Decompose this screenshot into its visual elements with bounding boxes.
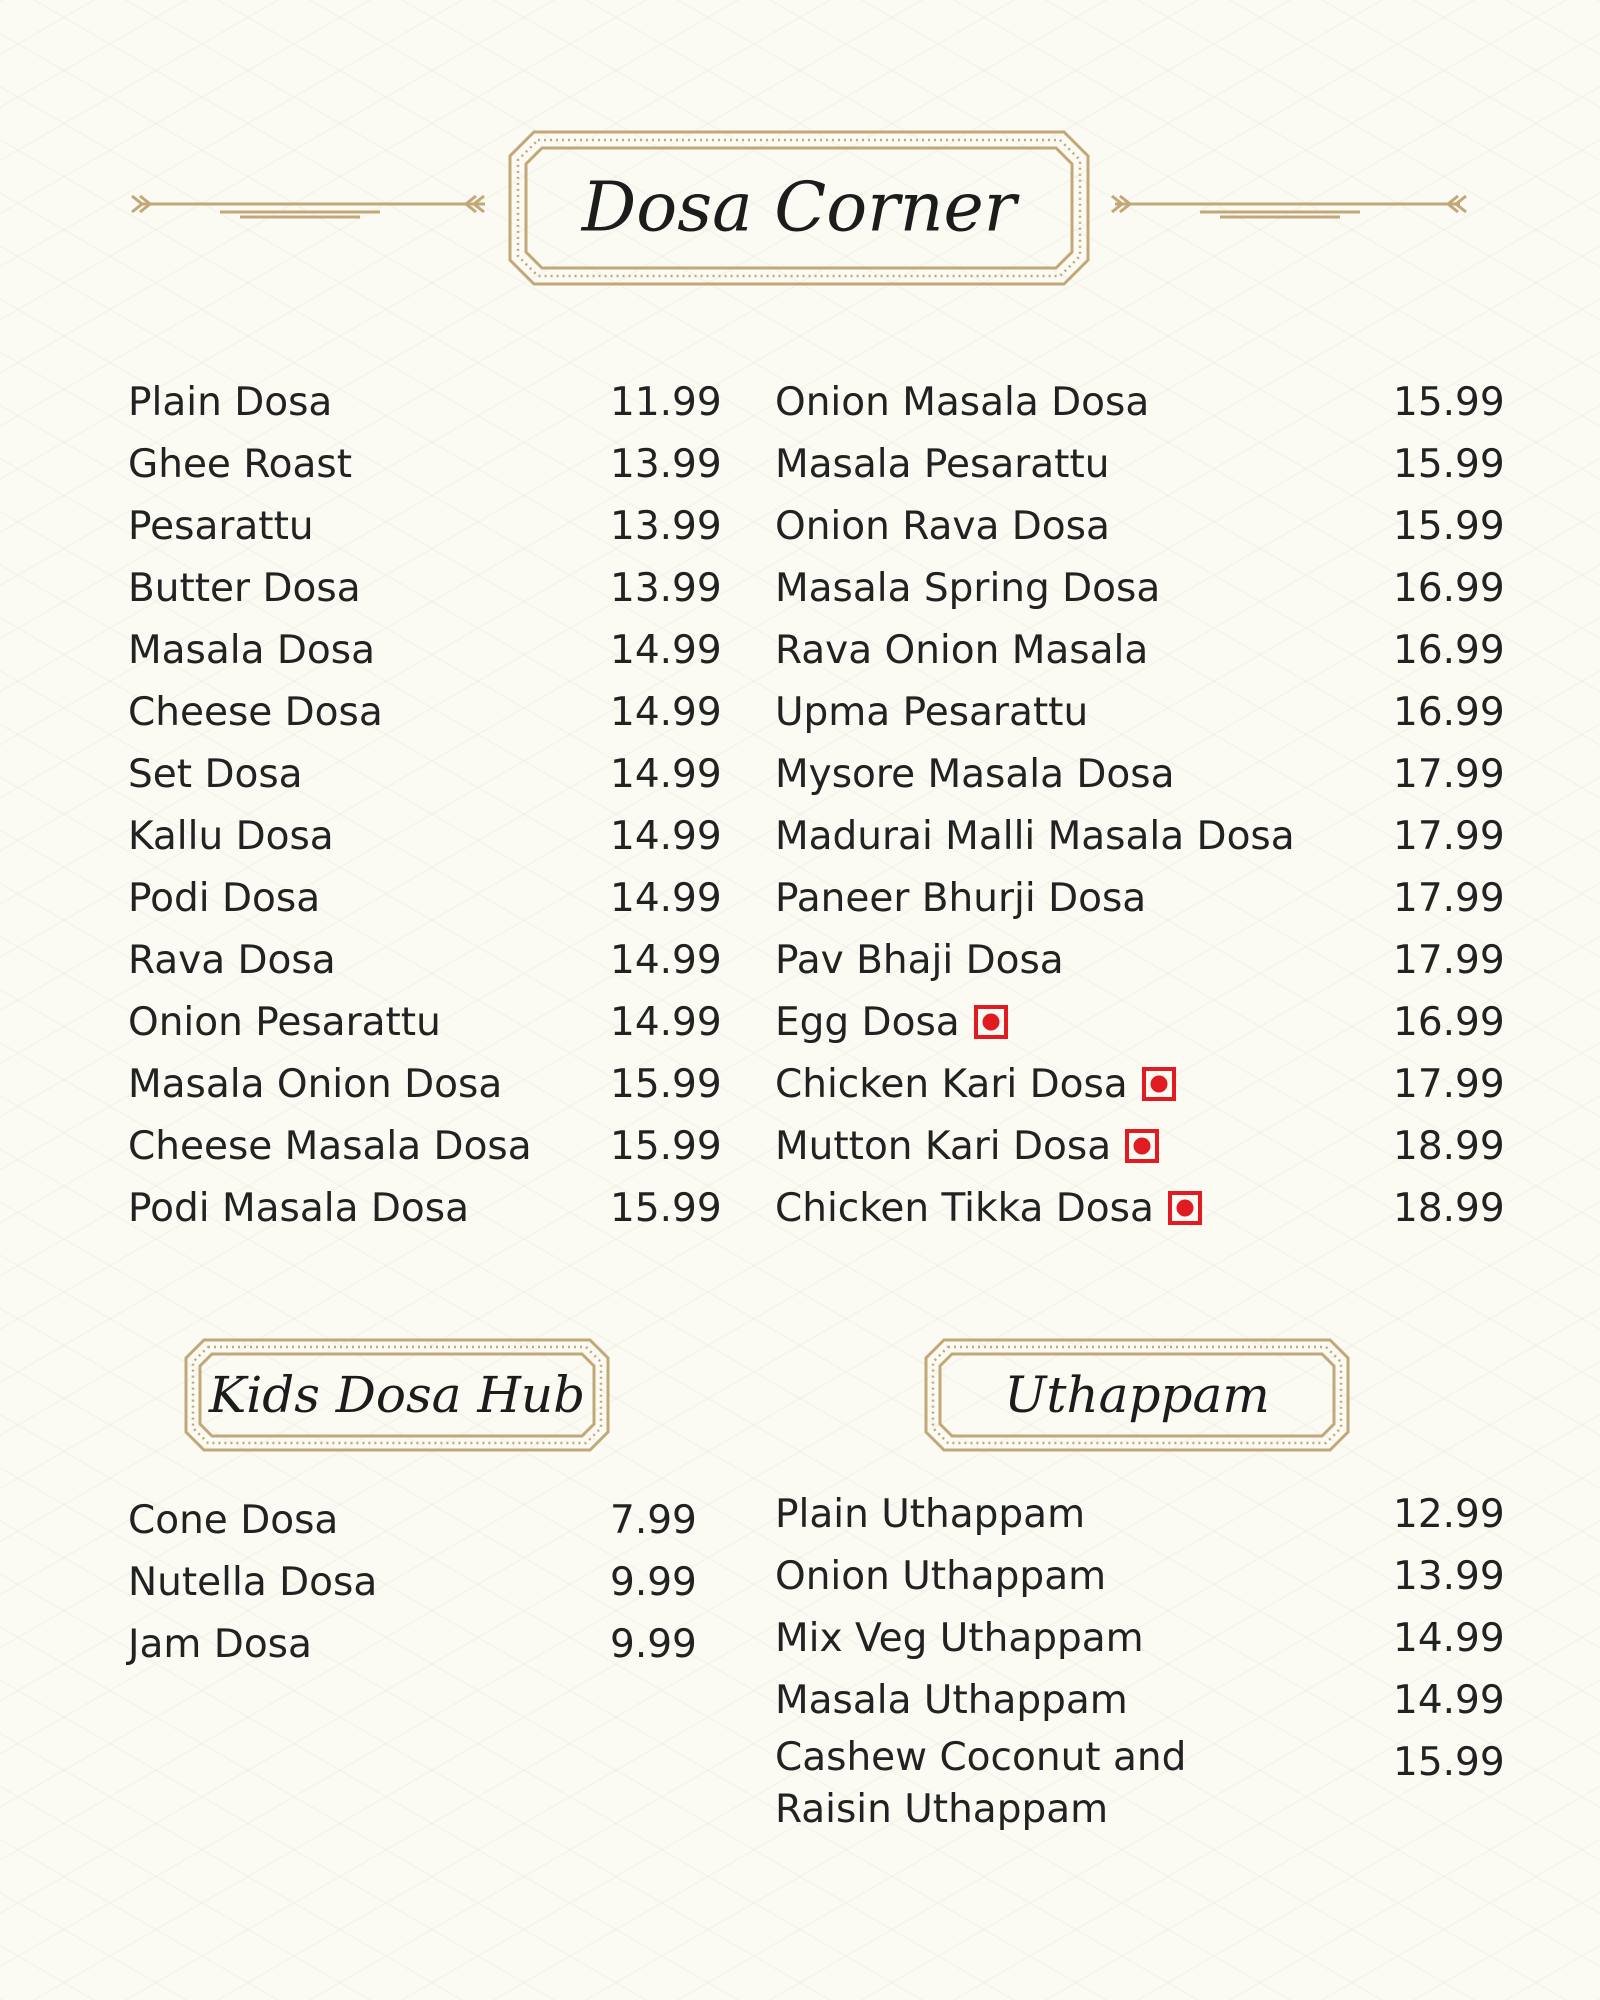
menu-item-name (128, 682, 383, 744)
menu-item-name (128, 868, 320, 930)
menu-item-name-text: Pesarattu (128, 504, 314, 549)
menu-item (128, 1116, 722, 1178)
menu-item-name (775, 1546, 1106, 1608)
menu-item-name (128, 992, 441, 1054)
menu-item-price: 17.99 (1393, 876, 1505, 921)
left-arrow-ornament (130, 192, 490, 222)
menu-item-price: 14.99 (610, 814, 722, 859)
menu-item-name-text: Chicken Tikka Dosa (775, 1186, 1154, 1231)
kids-dosa-hub-title-frame (184, 1338, 610, 1452)
menu-item-price: 15.99 (610, 1186, 722, 1231)
menu-item-name-text: Set Dosa (128, 752, 303, 797)
non-veg-indicator-icon (1168, 1191, 1202, 1225)
menu-item (775, 1670, 1505, 1732)
menu-item (128, 744, 722, 806)
menu-item-price: 14.99 (610, 876, 722, 921)
menu-item-price: 17.99 (1393, 814, 1505, 859)
menu-item-price: 13.99 (610, 442, 722, 487)
menu-item-name (128, 1490, 338, 1552)
menu-item-name (128, 434, 352, 496)
menu-item (128, 1178, 722, 1240)
menu-item-name-text: Pav Bhaji Dosa (775, 938, 1064, 983)
menu-item-price: 14.99 (1393, 1678, 1505, 1723)
menu-item (775, 1116, 1505, 1178)
menu-item (128, 372, 722, 434)
menu-item-name-text: Paneer Bhurji Dosa (775, 876, 1147, 921)
menu-item-name (775, 496, 1110, 558)
menu-item-name-text: Plain Uthappam (775, 1492, 1086, 1537)
menu-item-price: 12.99 (1393, 1492, 1505, 1537)
non-veg-indicator-icon (1125, 1129, 1159, 1163)
menu-item-price: 9.99 (610, 1622, 697, 1667)
kids-dosa-hub-list (128, 1490, 708, 1676)
menu-item (128, 620, 722, 682)
menu-item-name (128, 1552, 377, 1614)
menu-item-price: 14.99 (610, 628, 722, 673)
menu-item-name (775, 930, 1064, 992)
menu-item-name (128, 372, 332, 434)
menu-item-name (775, 744, 1174, 806)
menu-item-name-text: Upma Pesarattu (775, 690, 1089, 735)
menu-item (775, 1608, 1505, 1670)
menu-item (775, 806, 1505, 868)
menu-item-name (128, 496, 314, 558)
menu-item (775, 868, 1505, 930)
menu-item-price: 14.99 (610, 752, 722, 797)
menu-item (775, 930, 1505, 992)
menu-item-name (775, 868, 1146, 930)
right-arrow-ornament (1110, 192, 1470, 222)
menu-item-name (128, 930, 336, 992)
menu-item-name-text: Onion Rava Dosa (775, 504, 1110, 549)
menu-item-price: 18.99 (1393, 1124, 1505, 1169)
menu-item-name (775, 806, 1295, 868)
menu-item (128, 930, 722, 992)
menu-item (128, 558, 722, 620)
menu-item-price: 17.99 (1393, 1062, 1505, 1107)
menu-item-name-text: Rava Onion Masala (775, 628, 1149, 673)
menu-item-name (775, 558, 1160, 620)
menu-item-name-text: Masala Dosa (128, 628, 376, 673)
menu-item-name-text: Onion Pesarattu (128, 1000, 441, 1045)
menu-item (128, 434, 722, 496)
kids-dosa-hub-title: Kids Dosa Hub (208, 1366, 586, 1424)
menu-item-name-text: Chicken Kari Dosa (775, 1062, 1128, 1107)
menu-item-name (775, 1484, 1085, 1546)
dosa-corner-title: Dosa Corner (581, 168, 1017, 248)
menu-item-price: 13.99 (610, 566, 722, 611)
menu-item-name (128, 1178, 469, 1240)
menu-item-name-text: Egg Dosa (775, 1000, 960, 1045)
menu-item-name (775, 1608, 1144, 1670)
menu-item-name (128, 1614, 312, 1676)
menu-item-name-text: Mix Veg Uthappam (775, 1616, 1144, 1661)
non-veg-indicator-icon (974, 1005, 1008, 1039)
menu-item-name-text: Masala Pesarattu (775, 442, 1110, 487)
menu-item-price: 17.99 (1393, 938, 1505, 983)
menu-item-price: 16.99 (1393, 1000, 1505, 1045)
menu-item-name-text: Butter Dosa (128, 566, 361, 611)
dosa-corner-left-list (128, 372, 722, 1240)
menu-item-name-text: Masala Uthappam (775, 1678, 1128, 1723)
menu-item-name (775, 1732, 1235, 1836)
menu-item-price: 11.99 (610, 380, 722, 425)
menu-item (128, 806, 722, 868)
menu-item-price: 14.99 (610, 690, 722, 735)
menu-item (775, 1484, 1505, 1546)
menu-item (128, 1490, 708, 1552)
menu-item-name-text: Podi Masala Dosa (128, 1186, 469, 1231)
menu-item-name-text: Cashew Coconut and Raisin Uthappam (775, 1735, 1187, 1832)
menu-item (775, 558, 1505, 620)
menu-item-name (128, 744, 303, 806)
menu-item (775, 1732, 1505, 1836)
menu-item-price: 14.99 (610, 938, 722, 983)
menu-item-name (775, 992, 1008, 1054)
menu-item (775, 372, 1505, 434)
menu-item-price: 16.99 (1393, 566, 1505, 611)
menu-item-name-text: Podi Dosa (128, 876, 321, 921)
menu-item-price: 13.99 (610, 504, 722, 549)
uthappam-title-frame (924, 1338, 1350, 1452)
menu-item-price: 7.99 (610, 1498, 697, 1543)
uthappam-list (775, 1484, 1505, 1836)
menu-item-name (128, 1116, 532, 1178)
menu-item-name (775, 1116, 1159, 1178)
menu-item (128, 682, 722, 744)
menu-item-name-text: Ghee Roast (128, 442, 353, 487)
menu-item (128, 1614, 708, 1676)
menu-item (128, 1054, 722, 1116)
menu-item-name-text: Cheese Dosa (128, 690, 383, 735)
menu-item (128, 992, 722, 1054)
menu-item-name (775, 682, 1088, 744)
menu-item-name-text: Madurai Malli Masala Dosa (775, 814, 1295, 859)
menu-item-name (775, 1670, 1128, 1732)
menu-item-name-text: Mysore Masala Dosa (775, 752, 1175, 797)
menu-item-name-text: Nutella Dosa (128, 1560, 378, 1605)
menu-item-price: 16.99 (1393, 628, 1505, 673)
menu-item (775, 496, 1505, 558)
menu-item-price: 17.99 (1393, 752, 1505, 797)
menu-item-price: 15.99 (1393, 1740, 1505, 1785)
menu-item (128, 1552, 708, 1614)
menu-item (775, 1178, 1505, 1240)
menu-item-name-text: Kallu Dosa (128, 814, 334, 859)
menu-item (775, 1546, 1505, 1608)
menu-item-name (128, 620, 375, 682)
menu-item-price: 14.99 (610, 1000, 722, 1045)
menu-item-price: 14.99 (1393, 1616, 1505, 1661)
menu-item-name (775, 372, 1149, 434)
menu-item-name (128, 558, 361, 620)
non-veg-indicator-icon (1142, 1067, 1176, 1101)
menu-item-price: 15.99 (1393, 442, 1505, 487)
menu-item (775, 434, 1505, 496)
menu-item-name-text: Cheese Masala Dosa (128, 1124, 532, 1169)
menu-item-name-text: Masala Onion Dosa (128, 1062, 503, 1107)
menu-item-price: 13.99 (1393, 1554, 1505, 1599)
menu-item-name-text: Jam Dosa (128, 1622, 312, 1667)
menu-item-name (775, 620, 1148, 682)
menu-item-name-text: Onion Masala Dosa (775, 380, 1150, 425)
menu-item (775, 1054, 1505, 1116)
menu-item-price: 9.99 (610, 1560, 697, 1605)
dosa-corner-right-list (775, 372, 1505, 1240)
menu-item (775, 620, 1505, 682)
dosa-corner-title-frame (508, 130, 1090, 286)
menu-item (128, 496, 722, 558)
menu-item-price: 15.99 (1393, 504, 1505, 549)
menu-item-price: 16.99 (1393, 690, 1505, 735)
menu-item-name-text: Mutton Kari Dosa (775, 1124, 1112, 1169)
menu-item (128, 868, 722, 930)
menu-item-name-text: Masala Spring Dosa (775, 566, 1161, 611)
menu-item (775, 744, 1505, 806)
menu-item-price: 15.99 (610, 1124, 722, 1169)
menu-item-price: 15.99 (610, 1062, 722, 1107)
menu-item-price: 15.99 (1393, 380, 1505, 425)
menu-item (775, 682, 1505, 744)
menu-item-name (775, 1178, 1202, 1240)
menu-item-name (775, 1054, 1176, 1116)
uthappam-title: Uthappam (1004, 1366, 1270, 1424)
menu-item-name (128, 1054, 502, 1116)
menu-item-name-text: Onion Uthappam (775, 1554, 1107, 1599)
menu-item-name-text: Cone Dosa (128, 1498, 339, 1543)
menu-item-name-text: Rava Dosa (128, 938, 336, 983)
menu-item (775, 992, 1505, 1054)
menu-item-name (128, 806, 334, 868)
menu-item-name (775, 434, 1109, 496)
menu-item-name-text: Plain Dosa (128, 380, 333, 425)
menu-item-price: 18.99 (1393, 1186, 1505, 1231)
